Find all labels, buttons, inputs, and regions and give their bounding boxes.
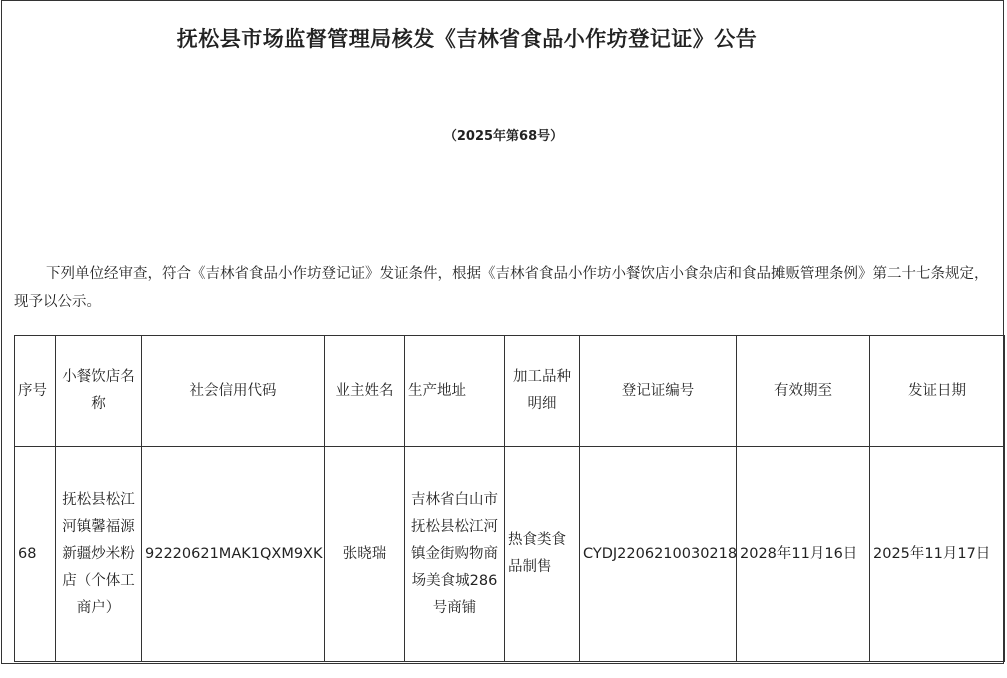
cell-issue-date: 2025年11月17日: [870, 447, 1005, 662]
intro-paragraph: 下列单位经审查，符合《吉林省食品小作坊登记证》发证条件，根据《吉林省食品小作坊小餐饮店小食杂店和食品摊贩管理条例》第二十七条规定，现予以公示。: [14, 266, 989, 310]
header-valid-until: 有效期至: [737, 336, 870, 447]
cell-credit-code: 92220621MAK1QXM9XK: [142, 447, 325, 662]
header-license-no: 登记证编号: [580, 336, 737, 447]
issue-number: （2025年第68号）: [443, 129, 564, 144]
license-table: [14, 335, 1005, 662]
header-address: 生产地址: [405, 336, 505, 447]
header-issue-date: 发证日期: [870, 336, 1005, 447]
table-header-row: [15, 336, 1005, 447]
cell-no: 68: [15, 447, 56, 662]
cell-address: 吉林省白山市抚松县松江河镇金街购物商场美食城286号商铺: [405, 447, 505, 662]
header-shop-name: 小餐饮店名称: [56, 336, 142, 447]
cell-owner: 张晓瑞: [325, 447, 405, 662]
cell-valid-until: 2028年11月16日: [737, 447, 870, 662]
table-row: [15, 447, 1005, 662]
header-credit-code: 社会信用代码: [142, 336, 325, 447]
announcement-page: [1, 0, 1004, 664]
cell-shop-name: 抚松县松江河镇馨福源新疆炒米粉店（个体工商户）: [56, 447, 142, 662]
header-items: 加工品种明细: [505, 336, 580, 447]
header-owner: 业主姓名: [325, 336, 405, 447]
page-title: 抚松县市场监督管理局核发《吉林省食品小作坊登记证》公告: [176, 27, 758, 51]
header-no: 序号: [15, 336, 56, 447]
cell-license-no: CYDJ2206210030218: [580, 447, 737, 662]
cell-items: 热食类食品制售: [505, 447, 580, 662]
